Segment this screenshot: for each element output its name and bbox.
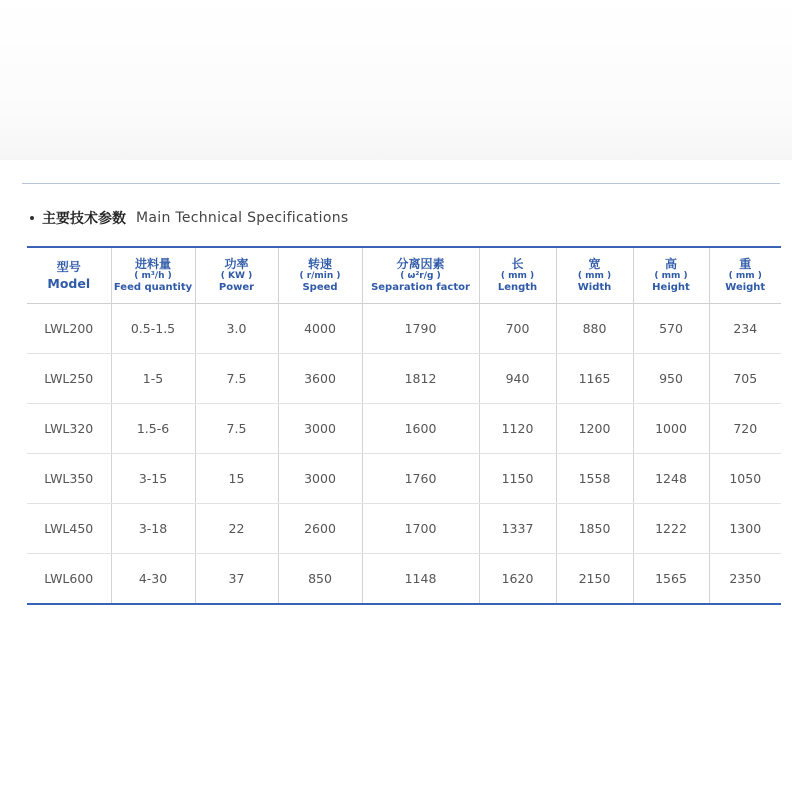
cell-weight: 720 bbox=[709, 404, 781, 454]
header-feed-quantity bbox=[111, 247, 195, 304]
cell-power: 7.5 bbox=[195, 354, 278, 404]
header-unit: ( ω²r/g ) bbox=[400, 271, 441, 281]
cell-height: 1565 bbox=[633, 554, 709, 605]
header-en: Length bbox=[497, 282, 538, 293]
top-background-band bbox=[0, 0, 792, 160]
header-cn: 进料量 bbox=[134, 257, 171, 271]
header-width bbox=[556, 247, 633, 304]
cell-feed-quantity: 3-15 bbox=[111, 454, 195, 504]
header-cn: 长 bbox=[511, 257, 524, 271]
header-cn: 高 bbox=[664, 257, 677, 271]
cell-speed: 3600 bbox=[278, 354, 362, 404]
header-model bbox=[27, 247, 111, 304]
cell-height: 1000 bbox=[633, 404, 709, 454]
header-unit: ( r/min ) bbox=[299, 271, 341, 281]
section-title-en: Main Technical Specifications bbox=[136, 210, 349, 226]
cell-length: 940 bbox=[479, 354, 556, 404]
cell-length: 1337 bbox=[479, 504, 556, 554]
cell-height: 1248 bbox=[633, 454, 709, 504]
header-cn: 功率 bbox=[224, 257, 249, 271]
header-unit: ( mm ) bbox=[654, 271, 688, 281]
cell-length: 1620 bbox=[479, 554, 556, 605]
table-header-row bbox=[27, 247, 781, 304]
header-unit: ( mm ) bbox=[728, 271, 762, 281]
header-model-en: Model bbox=[47, 275, 91, 291]
cell-separation-factor: 1760 bbox=[362, 454, 479, 504]
cell-feed-quantity: 0.5-1.5 bbox=[111, 304, 195, 354]
cell-width: 2150 bbox=[556, 554, 633, 605]
specifications-table bbox=[27, 246, 781, 605]
cell-width: 880 bbox=[556, 304, 633, 354]
cell-power: 37 bbox=[195, 554, 278, 605]
cell-feed-quantity: 4-30 bbox=[111, 554, 195, 605]
cell-width: 1850 bbox=[556, 504, 633, 554]
table-row bbox=[27, 404, 781, 454]
header-speed bbox=[278, 247, 362, 304]
header-cn: 宽 bbox=[588, 257, 601, 271]
cell-separation-factor: 1790 bbox=[362, 304, 479, 354]
cell-power: 22 bbox=[195, 504, 278, 554]
header-weight bbox=[709, 247, 781, 304]
cell-weight: 705 bbox=[709, 354, 781, 404]
cell-separation-factor: 1148 bbox=[362, 554, 479, 605]
cell-model: LWL600 bbox=[44, 571, 94, 586]
header-cn: 转速 bbox=[307, 257, 332, 271]
cell-height: 1222 bbox=[633, 504, 709, 554]
section-title-cn: 主要技术参数 bbox=[42, 211, 126, 227]
header-cn: 分离因素 bbox=[396, 257, 445, 271]
cell-length: 1150 bbox=[479, 454, 556, 504]
cell-weight: 1300 bbox=[709, 504, 781, 554]
table-row bbox=[27, 554, 781, 605]
cell-weight: 234 bbox=[709, 304, 781, 354]
cell-model: LWL450 bbox=[27, 504, 111, 554]
cell-model: LWL350 bbox=[27, 454, 111, 504]
cell-feed-quantity: 1.5-6 bbox=[111, 404, 195, 454]
cell-height: 950 bbox=[633, 354, 709, 404]
table-row bbox=[27, 354, 781, 404]
table-row bbox=[27, 454, 781, 504]
cell-speed: 4000 bbox=[278, 304, 362, 354]
header-en: Separation factor bbox=[371, 282, 470, 293]
cell-speed: 3000 bbox=[278, 454, 362, 504]
cell-separation-factor: 1812 bbox=[362, 354, 479, 404]
cell-feed-quantity: 1-5 bbox=[111, 354, 195, 404]
header-en: Power bbox=[218, 282, 255, 293]
header-cn: 重 bbox=[739, 257, 752, 271]
section-divider bbox=[22, 183, 780, 184]
cell-length: 1120 bbox=[479, 404, 556, 454]
header-en: Feed quantity bbox=[113, 282, 193, 293]
table-row bbox=[27, 304, 781, 354]
header-en: Height bbox=[652, 282, 690, 293]
header-en: Speed bbox=[302, 282, 338, 293]
table-row bbox=[27, 504, 781, 554]
cell-height: 570 bbox=[633, 304, 709, 354]
cell-feed-quantity: 3-18 bbox=[111, 504, 195, 554]
cell-weight: 1050 bbox=[709, 454, 781, 504]
cell-weight: 2350 bbox=[709, 554, 781, 605]
header-en: Weight bbox=[725, 282, 766, 293]
cell-length: 700 bbox=[479, 304, 556, 354]
cell-separation-factor: 1700 bbox=[362, 504, 479, 554]
header-height bbox=[633, 247, 709, 304]
header-unit: ( mm ) bbox=[500, 271, 535, 281]
bullet-icon bbox=[30, 216, 34, 220]
cell-speed: 3000 bbox=[278, 404, 362, 454]
cell-width: 1558 bbox=[556, 454, 633, 504]
section-heading bbox=[30, 207, 349, 229]
cell-speed: 2600 bbox=[278, 504, 362, 554]
cell-model: LWL200 bbox=[27, 304, 111, 354]
header-en: Width bbox=[577, 282, 612, 293]
cell-width: 1200 bbox=[556, 404, 633, 454]
header-unit: ( m³/h ) bbox=[134, 271, 172, 281]
cell-power: 7.5 bbox=[195, 404, 278, 454]
header-unit: ( KW ) bbox=[220, 271, 253, 281]
cell-power: 15 bbox=[195, 454, 278, 504]
header-unit: ( mm ) bbox=[577, 271, 612, 281]
cell-width: 1165 bbox=[556, 354, 633, 404]
cell-speed: 850 bbox=[278, 554, 362, 605]
cell-model: LWL250 bbox=[27, 354, 111, 404]
cell-power: 3.0 bbox=[195, 304, 278, 354]
header-separation-factor bbox=[362, 247, 479, 304]
header-length bbox=[479, 247, 556, 304]
header-model-cn: 型号 bbox=[56, 259, 81, 274]
cell-separation-factor: 1600 bbox=[362, 404, 479, 454]
cell-model: LWL320 bbox=[27, 404, 111, 454]
header-power bbox=[195, 247, 278, 304]
